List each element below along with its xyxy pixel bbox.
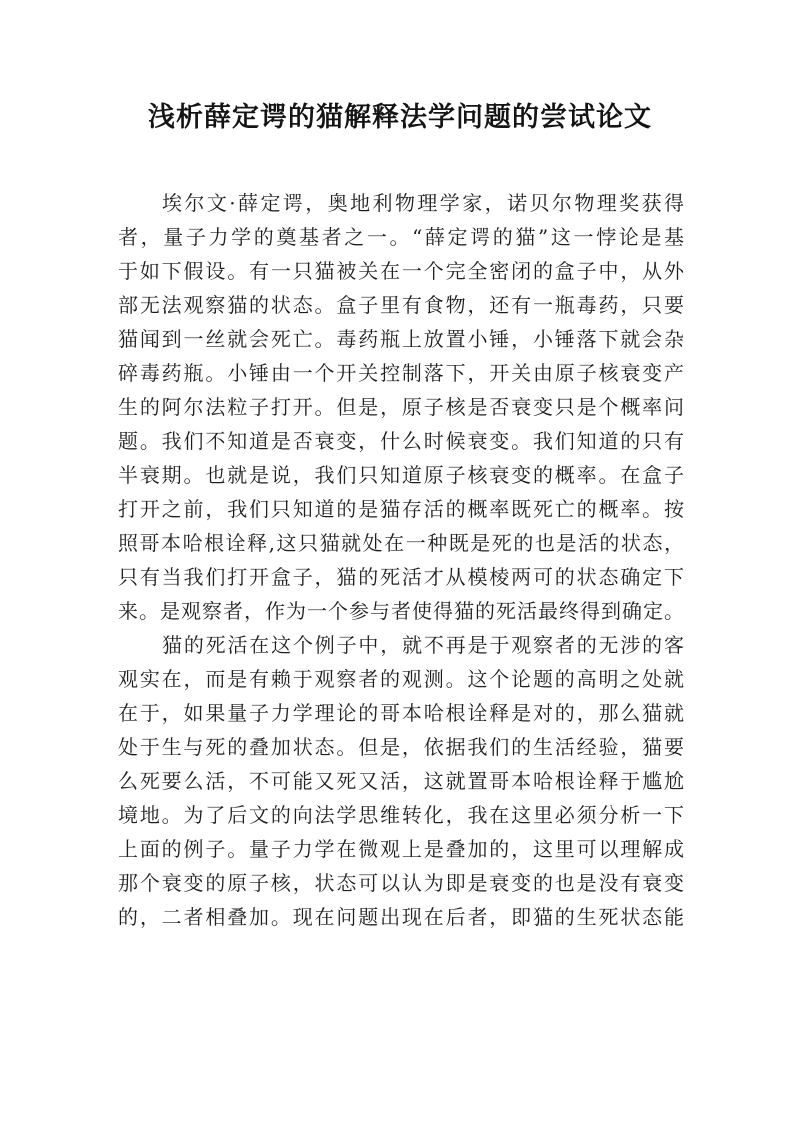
document-title: 浅析薛定谔的猫解释法学问题的尝试论文: [148, 102, 652, 133]
paragraph-line: 生的阿尔法粒子打开。但是，原子核是否衰变只是个概率问: [118, 395, 684, 419]
paragraph-line: 猫闻到一丝就会死亡。毒药瓶上放置小锤，小锤落下就会杂: [118, 327, 684, 351]
paragraph-line: 部无法观察猫的状态。盒子里有食物，还有一瓶毒药，只要: [118, 293, 684, 317]
paragraph-line: 的，二者相叠加。现在问题出现在后者，即猫的生死状态能: [118, 905, 684, 929]
paragraph-line: 么死要么活，不可能又死又活，这就置哥本哈根诠释于尴尬: [118, 769, 684, 793]
document-body: [118, 186, 684, 934]
paragraph-line: 照哥本哈根诠释,这只猫就处在一种既是死的也是活的状态，: [118, 531, 684, 555]
paragraph-2: [118, 628, 684, 934]
paragraph-line: 上面的例子。量子力学在微观上是叠加的，这里可以理解成: [118, 837, 684, 861]
paragraph-line: 者，量子力学的奠基者之一。“薛定谔的猫”这一悖论是基: [118, 225, 684, 249]
paragraph-line: 半衰期。也就是说，我们只知道原子核衰变的概率。在盒子: [118, 463, 684, 487]
paragraph-line: 只有当我们打开盒子，猫的死活才从模棱两可的状态确定下: [118, 565, 684, 589]
paragraph-line: 猫的死活在这个例子中，就不再是于观察者的无涉的客: [162, 633, 684, 657]
paragraph-line: 境地。为了后文的向法学思维转化，我在这里必须分析一下: [118, 803, 684, 827]
paragraph-line: 题。我们不知道是否衰变，什么时候衰变。我们知道的只有: [118, 429, 684, 453]
paragraph-line: 于如下假设。有一只猫被关在一个完全密闭的盒子中，从外: [118, 259, 684, 283]
paragraph-line: 打开之前，我们只知道的是猫存活的概率既死亡的概率。按: [118, 497, 684, 521]
paragraph-1: [118, 186, 684, 628]
paragraph-line: 观实在，而是有赖于观察者的观测。这个论题的高明之处就: [118, 667, 684, 691]
paragraph-line: 埃尔文·薛定谔，奥地利物理学家，诺贝尔物理奖获得: [162, 191, 684, 215]
paragraph-line: 在于，如果量子力学理论的哥本哈根诠释是对的，那么猫就: [118, 701, 684, 725]
paragraph-line: 那个衰变的原子核，状态可以认为即是衰变的也是没有衰变: [118, 871, 684, 895]
paragraph-line: 来。是观察者，作为一个参与者使得猫的死活最终得到确定。: [118, 599, 684, 623]
paragraph-line: 处于生与死的叠加状态。但是，依据我们的生活经验，猫要: [118, 735, 684, 759]
paragraph-line: 碎毒药瓶。小锤由一个开关控制落下，开关由原子核衰变产: [118, 361, 684, 385]
